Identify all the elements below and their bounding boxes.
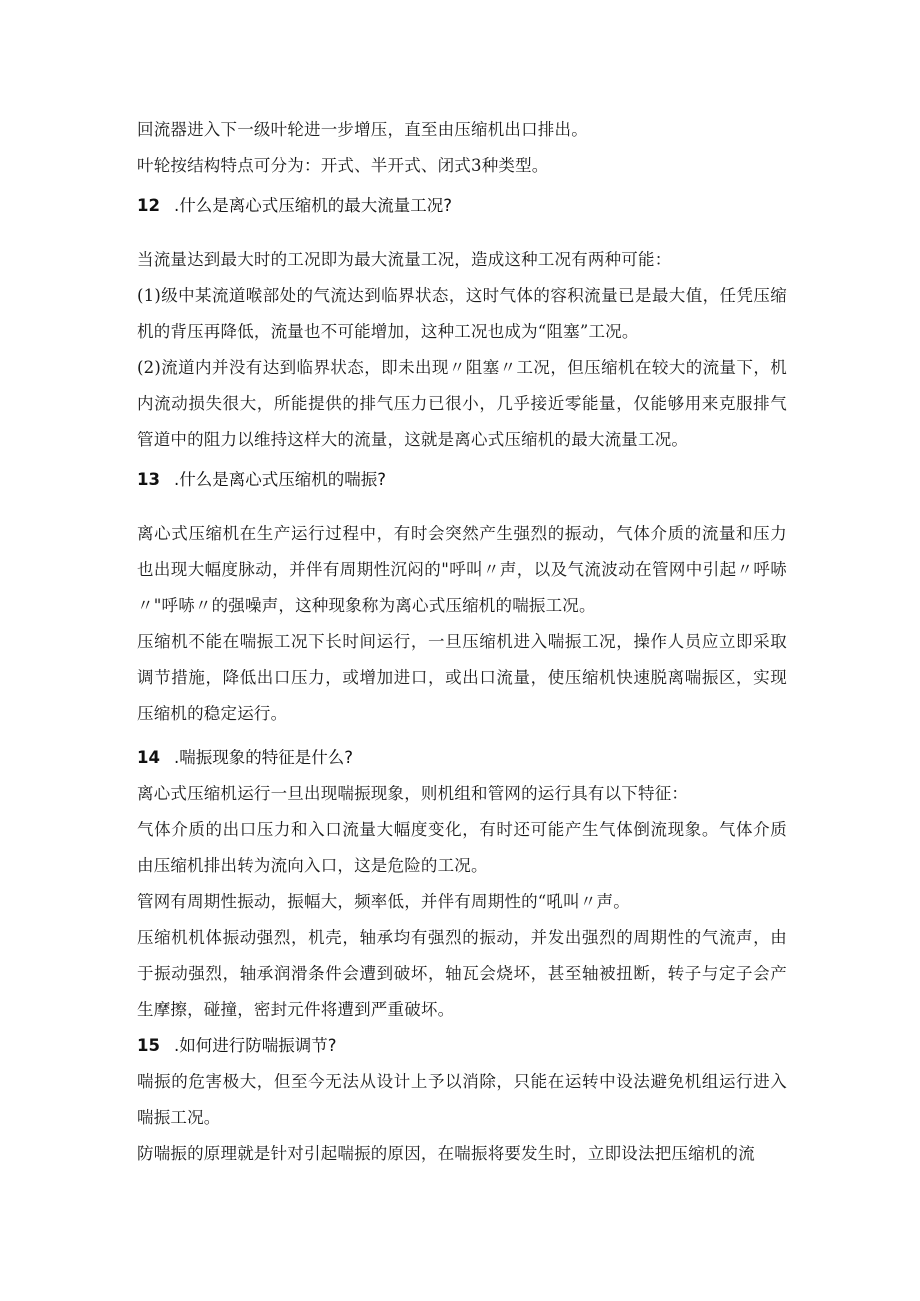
section-title: .什么是离心式压缩机的最大流量工况? — [173, 196, 452, 215]
section-heading-15 — [137, 1028, 787, 1064]
paragraph: 当流量达到最大时的工况即为最大流量工况，造成这种工况有两种可能： — [137, 250, 672, 269]
section-title: .什么是离心式压缩机的喘振? — [173, 470, 386, 489]
paragraph: 压缩机机体振动强烈，机壳，轴承均有强烈的振动，并发出强烈的周期性的气流声，由于振动强烈，轴承润滑条件会遭到破坏，轴瓦会烧坏，甚至轴被扭断，转子与定子会产生摩擦，碰撞，密封元件将遭到严重破坏。 — [137, 928, 787, 1019]
paragraph: 管网有周期性振动，振幅大，频率低，并伴有周期性的“吼叫〃声。 — [137, 892, 630, 911]
paragraph: 喘振的危害极大，但至今无法从设计上予以消除，只能在运转中设法避免机组运行进入喘振工况。 — [137, 1072, 787, 1127]
paragraph: (2)流道内并没有达到临界状态，即未出现〃阻塞〃工况，但压缩机在较大的流量下，机内流动损失很大，所能提供的排气压力已很小，几乎接近零能量，仅能够用来克服排气管道中的阻力以维持这样大的流量，这就是离心式压缩机的最大流量工况。 — [137, 358, 787, 449]
section-heading-14 — [137, 740, 787, 776]
paragraph: 回流器进入下一级叶轮进一步增压，直至由压缩机出口排出。 — [137, 120, 588, 139]
section-title: .如何进行防喘振调节? — [173, 1036, 337, 1055]
paragraph: 离心式压缩机在生产运行过程中，有时会突然产生强烈的振动，气体介质的流量和压力也出现大幅度脉动，并伴有周期性沉闷的"呼叫〃声，以及气流波动在管网中引起〃呼哧〃"呼哧〃的强噪声，这种现象称为离心式压缩机的喘振工况。 — [137, 524, 787, 615]
section-number: 14 — [137, 748, 160, 767]
section-number: 13 — [137, 470, 160, 489]
paragraph: 防喘振的原理就是针对引起喘振的原因，在喘振将要发生时，立即设法把压缩机的流 — [137, 1144, 755, 1163]
paragraph: 气体介质的出口压力和入口流量大幅度变化，有时还可能产生气体倒流现象。气体介质由压缩机排出转为流向入口，这是危险的工况。 — [137, 820, 787, 875]
paragraph: 压缩机不能在喘振工况下长时间运行，一旦压缩机进入喘振工况，操作人员应立即采取调节措施，降低出口压力，或增加进口，或出口流量，使压缩机快速脱离喘振区，实现压缩机的稳定运行。 — [137, 632, 787, 723]
section-number: 12 — [137, 196, 160, 215]
section-heading-13 — [137, 462, 787, 498]
section-heading-12 — [137, 188, 787, 224]
document-body — [137, 112, 787, 1172]
paragraph: 叶轮按结构特点可分为：开式、半开式、闭式3种类型。 — [137, 156, 549, 175]
section-title: .喘振现象的特征是什么? — [173, 748, 353, 767]
section-number: 15 — [137, 1036, 160, 1055]
paragraph: (1)级中某流道喉部处的气流达到临界状态，这时气体的容积流量已是最大值，任凭压缩机的背压再降低，流量也不可能增加，这种工况也成为“阻塞”工况。 — [137, 286, 787, 341]
paragraph: 离心式压缩机运行一旦出现喘振现象，则机组和管网的运行具有以下特征： — [137, 784, 689, 803]
